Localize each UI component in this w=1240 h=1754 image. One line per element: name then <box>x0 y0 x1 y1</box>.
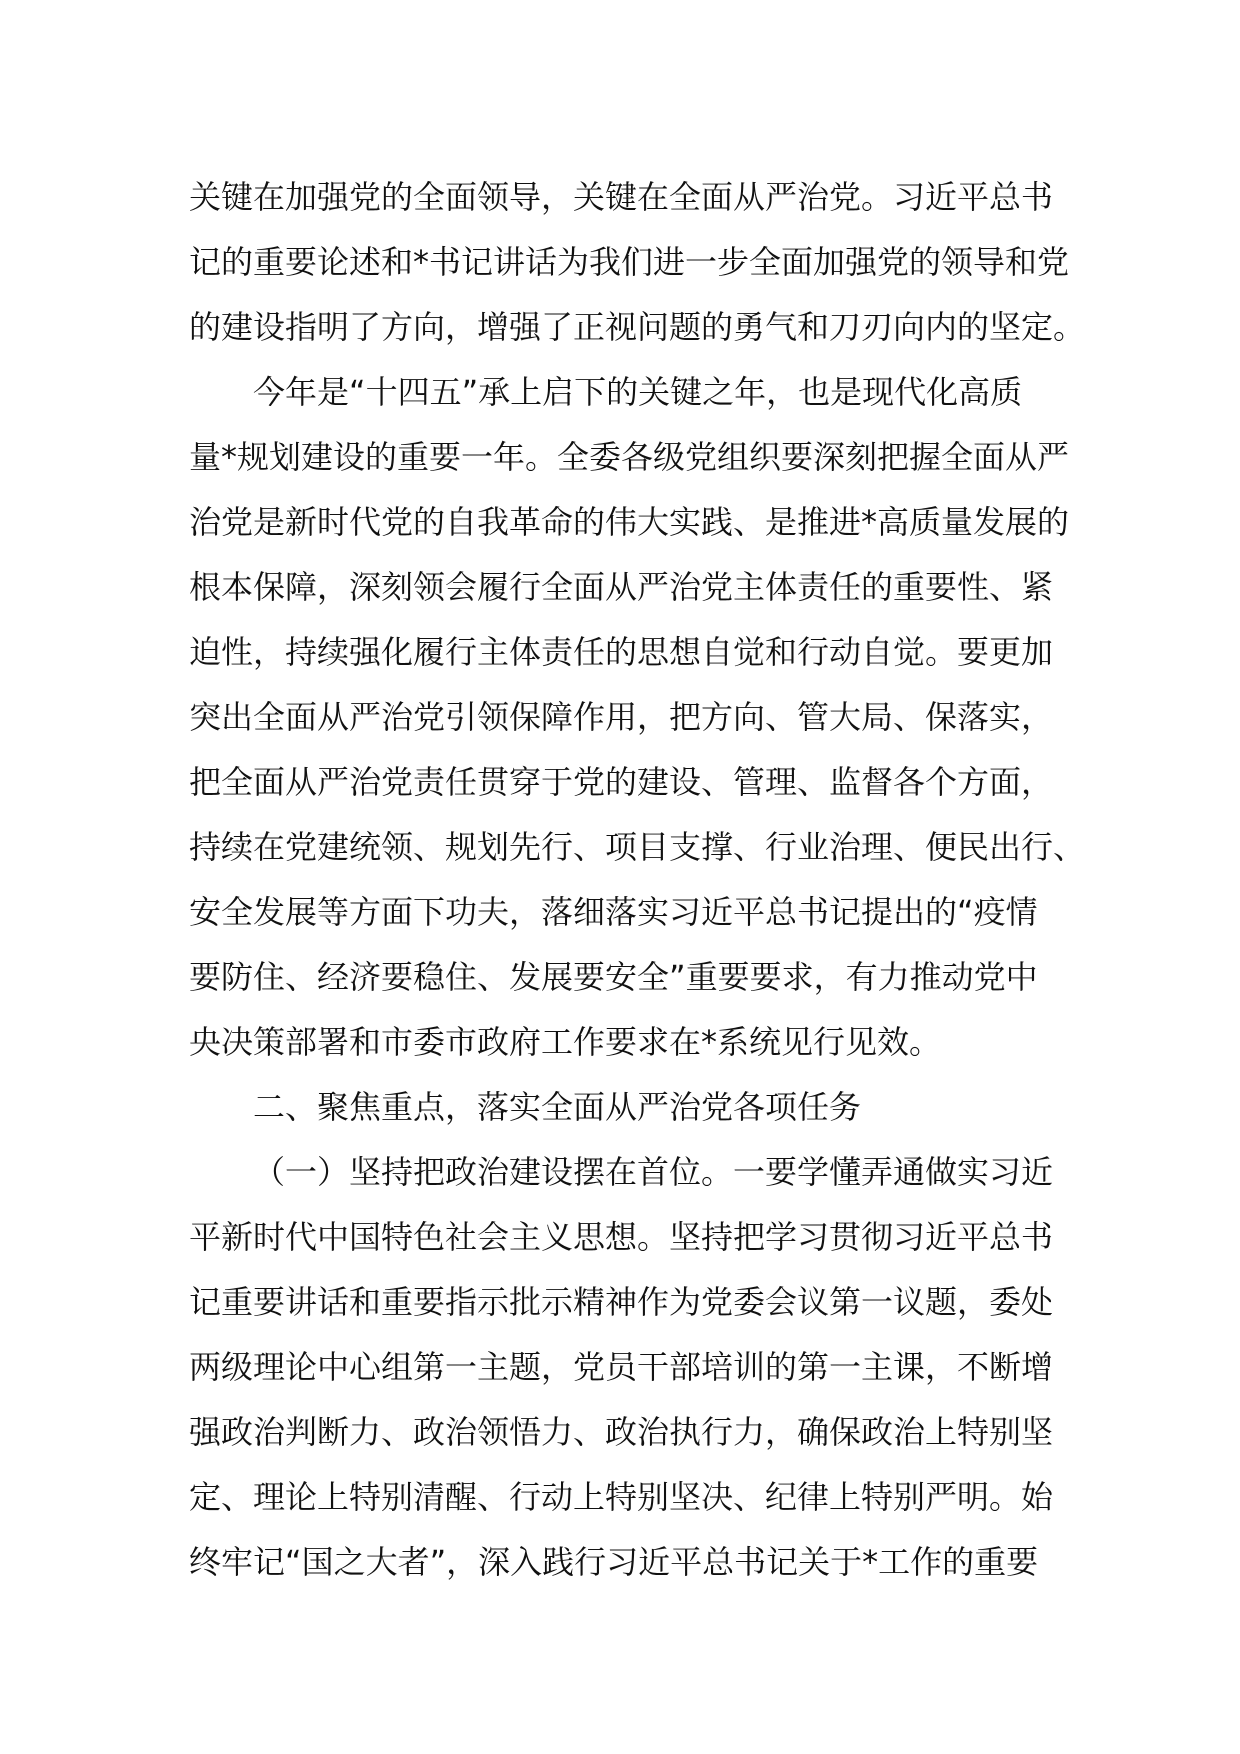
text-line: 突出全面从严治党引领保障作用，把方向、管大局、保落实， <box>189 698 1054 736</box>
text-line: 安全发展等方面下功夫，落细落实习近平总书记提出的“疫情 <box>189 893 1038 931</box>
text-line: 把全面从严治党责任贯穿于党的建设、管理、监督各个方面， <box>189 763 1054 801</box>
paragraph-start-line: （一）坚持把政治建设摆在首位。一要学懂弄通做实习近 <box>253 1153 1054 1191</box>
text-line: 强政治判断力、政治领悟力、政治执行力，确保政治上特别坚 <box>189 1413 1054 1451</box>
text-line: 要防住、经济要稳住、发展要安全”重要要求，有力推动党中 <box>189 958 1038 996</box>
text-line: 定、理论上特别清醒、行动上特别坚决、纪律上特别严明。始 <box>189 1478 1054 1516</box>
paragraph-start-line: 今年是“十四五”承上启下的关键之年，也是现代化高质 <box>253 373 1023 411</box>
text-line: 记的重要论述和*书记讲话为我们进一步全面加强党的领导和党 <box>189 243 1070 281</box>
section-heading: 二、聚焦重点，落实全面从严治党各项任务 <box>253 1088 862 1126</box>
text-line: 平新时代中国特色社会主义思想。坚持把学习贯彻习近平总书 <box>189 1218 1054 1256</box>
text-line: 的建设指明了方向，增强了正视问题的勇气和刀刃向内的坚定。 <box>189 308 1086 346</box>
text-line: 关键在加强党的全面领导，关键在全面从严治党。习近平总书 <box>189 178 1054 216</box>
text-line: 央决策部署和市委市政府工作要求在*系统见行见效。 <box>189 1023 942 1061</box>
text-line: 根本保障，深刻领会履行全面从严治党主体责任的重要性、紧 <box>189 568 1054 606</box>
text-line: 记重要讲话和重要指示批示精神作为党委会议第一议题，委处 <box>189 1283 1054 1321</box>
body-text <box>189 165 1086 1595</box>
text-line: 迫性，持续强化履行主体责任的思想自觉和行动自觉。要更加 <box>189 633 1054 671</box>
text-line: 量*规划建设的重要一年。全委各级党组织要深刻把握全面从严 <box>189 438 1070 476</box>
text-line: 两级理论中心组第一主题，党员干部培训的第一主课，不断增 <box>189 1348 1054 1386</box>
text-line: 终牢记“国之大者”，深入践行习近平总书记关于*工作的重要 <box>189 1543 1039 1581</box>
text-line: 持续在党建统领、规划先行、项目支撑、行业治理、便民出行、 <box>189 828 1086 866</box>
text-line: 治党是新时代党的自我革命的伟大实践、是推进*高质量发展的 <box>189 503 1070 541</box>
